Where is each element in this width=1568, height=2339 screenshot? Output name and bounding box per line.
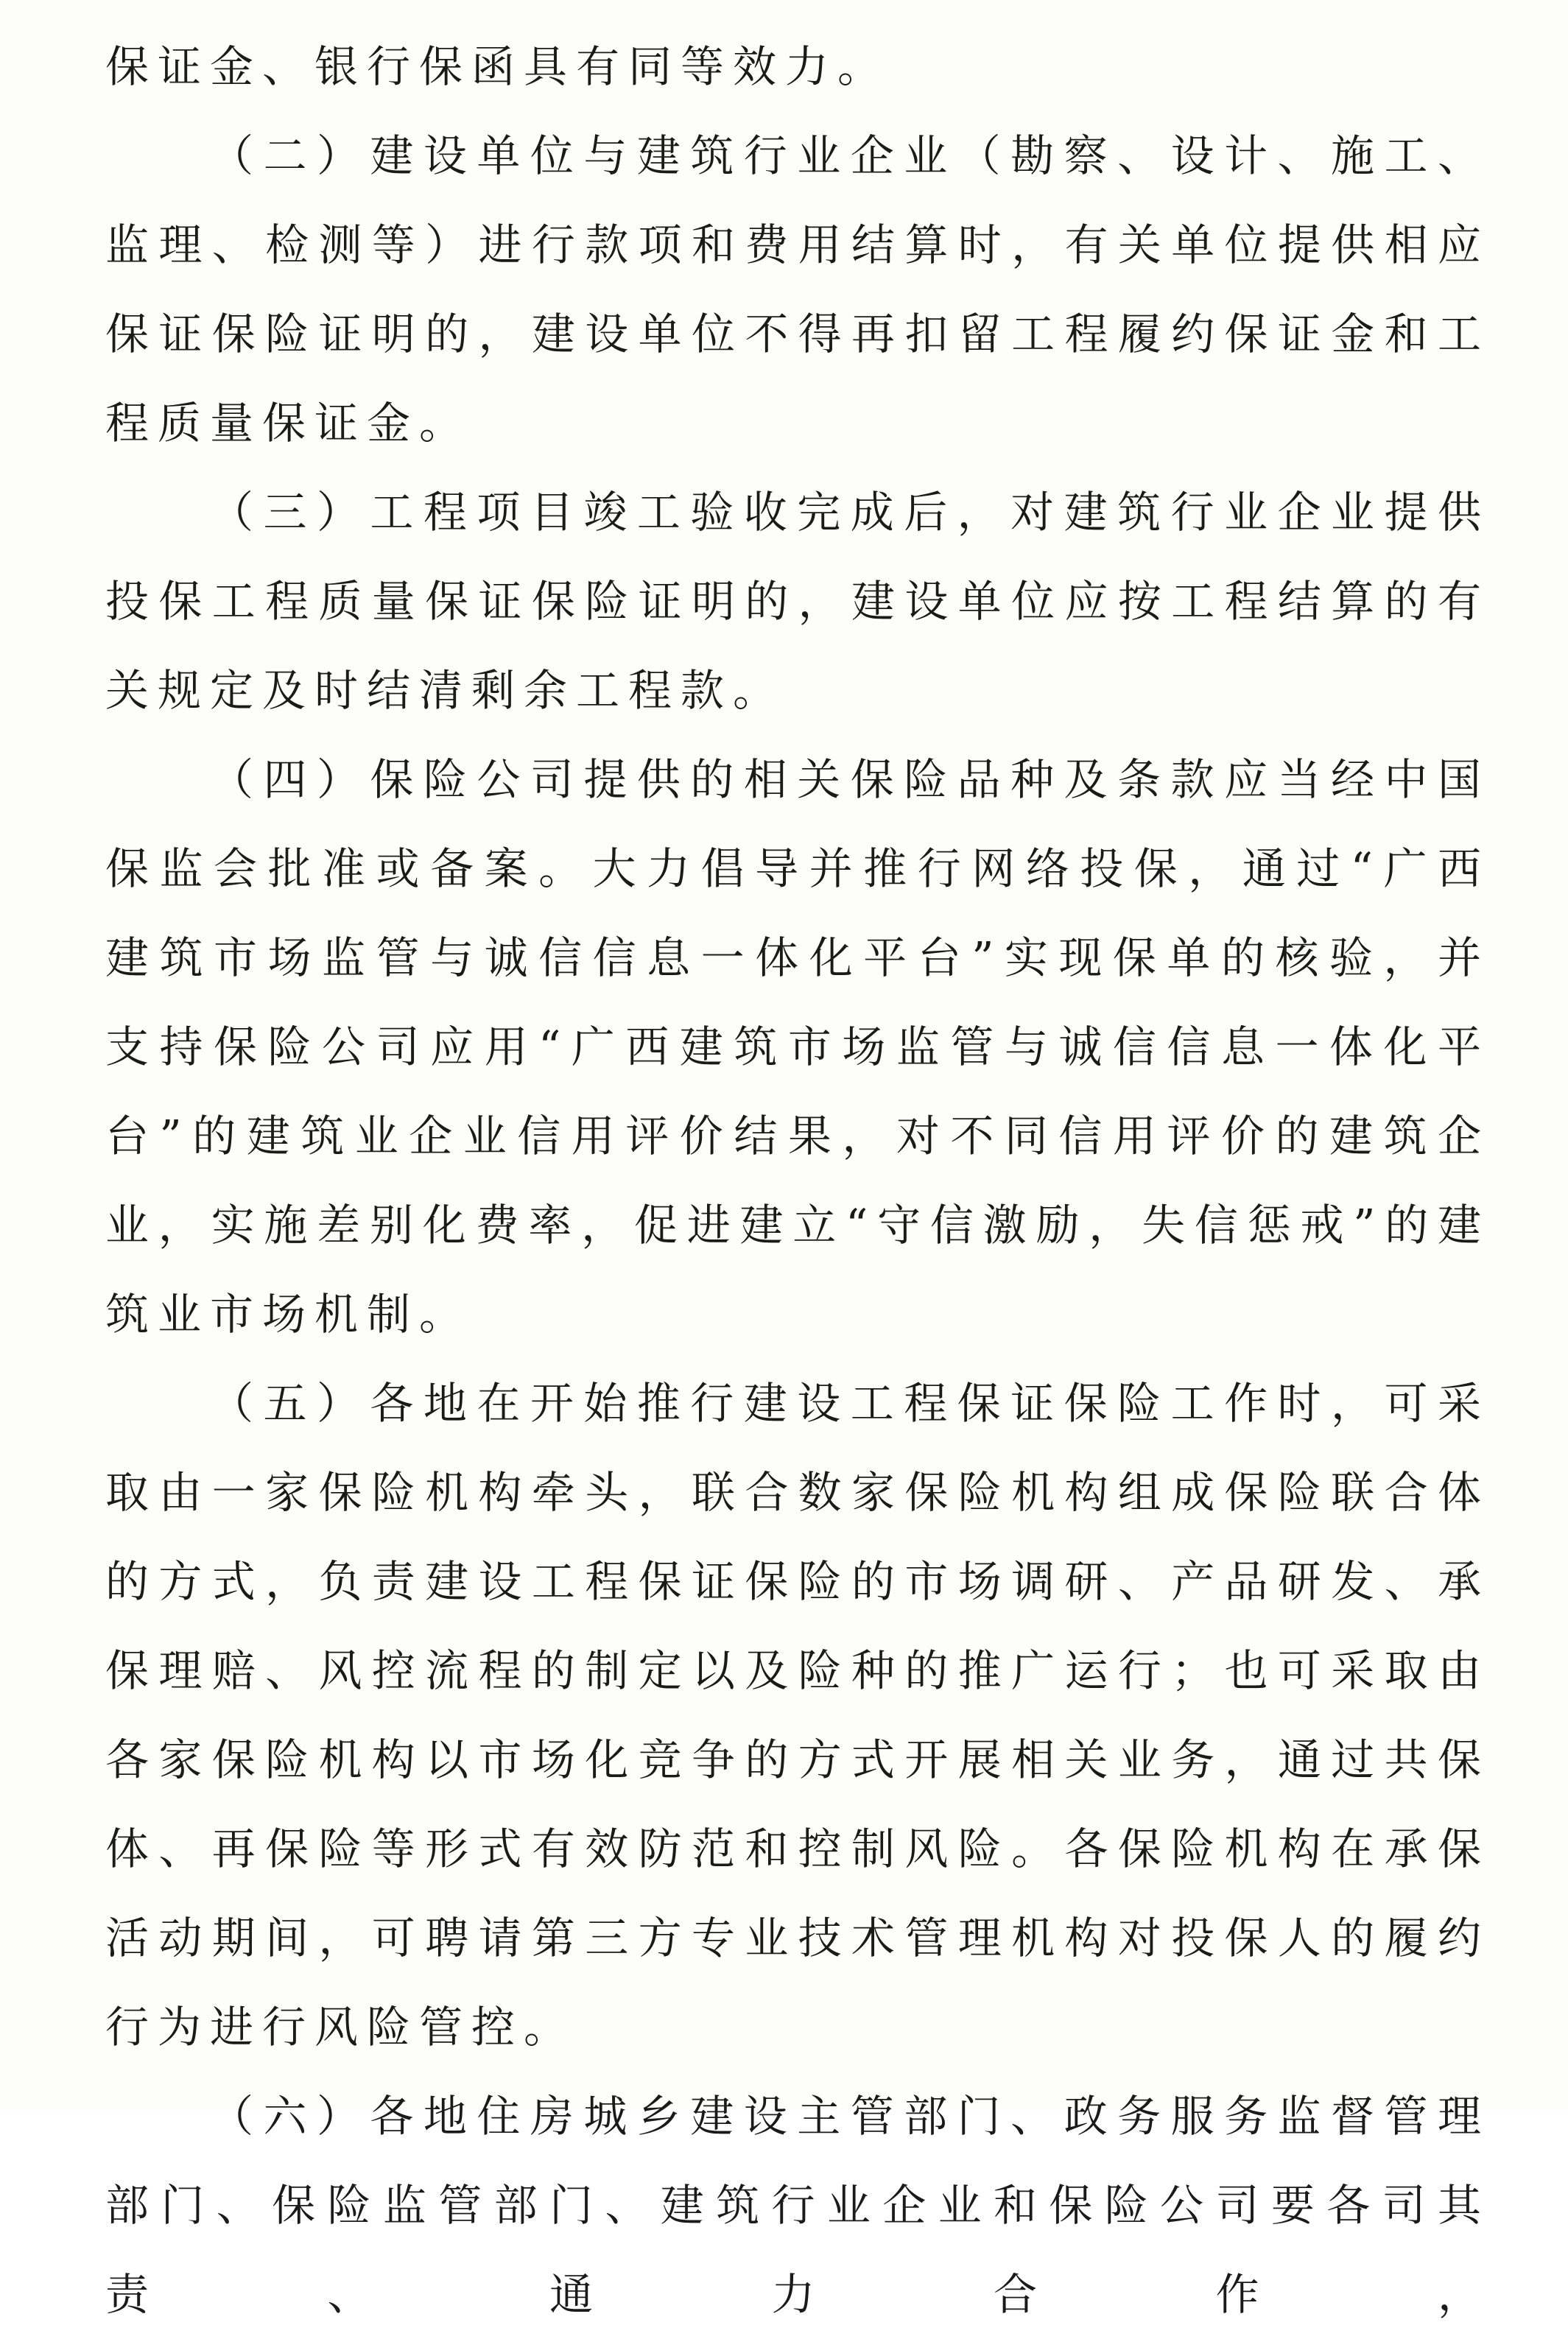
document-body xyxy=(105,22,1490,2339)
paragraph-item-6: （六）各地住房城乡建设主管部门、政务服务监督管理部门、保险监管部门、建筑行业企业和保险公司要各司其责、通力合作， xyxy=(105,2091,1490,2320)
paragraph-item-5: （五）各地在开始推行建设工程保证保险工作时，可采取由一家保险机构牵头，联合数家保险机构组成保险联合体的方式，负责建设工程保证保险的市场调研、产品研发、承保理赔、风控流程的制定以及险种的推广运行；也可采取由各家保险机构以市场化竞争的方式开展相关业务，通过共保体、再保险等形式有效防范和控制风险。各保险机构在承保活动期间，可聘请第三方专业技术管理机构对投保人的履约行为进行风险管控。 xyxy=(105,1378,1490,2053)
paragraph-item-3: （三）工程项目竣工验收完成后，对建筑行业企业提供投保工程质量保证保险证明的，建设单位应按工程结算的有关规定及时结清剩余工程款。 xyxy=(105,487,1490,716)
paragraph-continuation: 保证金、银行保函具有同等效力。 xyxy=(105,41,890,92)
paragraph-item-4: （四）保险公司提供的相关保险品种及条款应当经中国保监会批准或备案。大力倡导并推行网络投保，通过“广西建筑市场监管与诚信信息一体化平台”实现保单的核验，并支持保险公司应用“广西建筑市场监管与诚信信息一体化平台”的建筑业企业信用评价结果，对不同信用评价的建筑企业，实施差别化费率，促进建立“守信激励，失信惩戒”的建筑业市场机制。 xyxy=(105,754,1490,1340)
paragraph-item-2: （二）建设单位与建筑行业企业（勘察、设计、施工、监理、检测等）进行款项和费用结算时，有关单位提供相应保证保险证明的，建设单位不得再扣留工程履约保证金和工程质量保证金。 xyxy=(105,130,1490,449)
